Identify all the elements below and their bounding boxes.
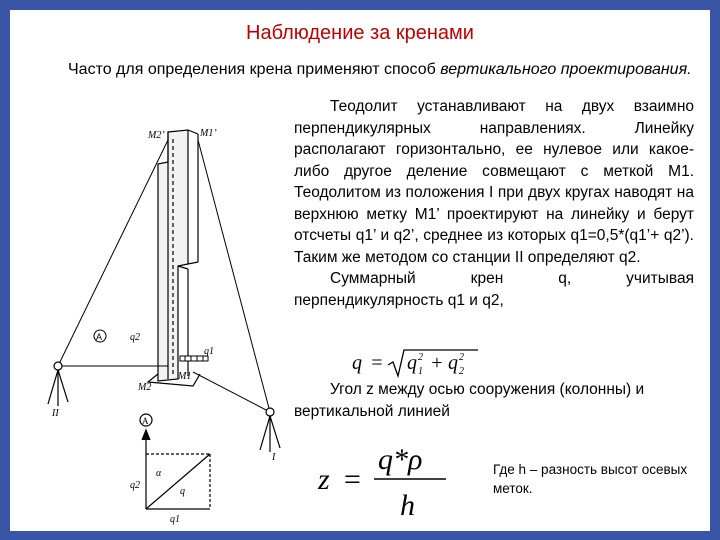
label-m1p: M1’	[200, 128, 217, 139]
formula-angle	[316, 437, 466, 527]
label-q1: q1	[204, 346, 214, 357]
label-q2: q2	[130, 332, 140, 343]
label-station1: I	[272, 452, 276, 463]
formula-total-tilt	[350, 347, 480, 379]
tilt-survey-drawing	[28, 104, 290, 528]
note-h: Где h – разность высот осевых меток.	[493, 462, 688, 496]
formula2-numerator: q*ρ	[378, 443, 423, 476]
intro-start: Часто для определения крена применяют способ	[68, 61, 441, 78]
word-4: учитывая	[626, 270, 694, 287]
paragraph-perpendicularity: перпендикулярность q1 и q2,	[294, 291, 504, 309]
intro-italic: вертикального проектирования.	[440, 61, 692, 78]
body-text-2	[294, 379, 694, 422]
label-m2: M2	[138, 382, 152, 393]
paragraph-angle: Угол z между осью сооружения (колонны) и вертикальной линией	[294, 381, 645, 420]
label-ab: A	[142, 416, 149, 426]
slide-title: Наблюдение за кренами	[246, 22, 474, 44]
formula1-lhs: q	[352, 352, 362, 374]
label-q2b: q2	[130, 480, 140, 491]
body-text	[294, 96, 694, 311]
formula2-eq: =	[342, 463, 363, 496]
formula1-t1: q	[407, 352, 417, 374]
intro-text	[28, 59, 700, 80]
word-3: q,	[558, 270, 572, 287]
paragraph-theodolite: Теодолит устанавливают на двух взаимно перпендикулярных направлениях. Линейку располагают горизонтально, ее нулевое или какое-либо другое деление совмещают с меткой М1. Теодолитом из положения I при двух кругах наводят на верхнюю метку М1’ проектируют на линейку и берут отсчеты q1’ и q2’, среднее из которых q1=0,5*(q1’+ q2’). Таким же методом со станции II определяют q2.	[294, 98, 694, 266]
label-a: A	[96, 332, 103, 342]
paragraph-total-tilt-line	[294, 268, 694, 290]
formula2-denominator: h	[400, 489, 415, 522]
formula1-t2-sup: 2	[459, 352, 464, 363]
formula1-t2: q	[448, 352, 458, 374]
formula2-lhs: z	[318, 463, 330, 496]
label-q: q	[180, 486, 185, 497]
label-m2p: M2’	[148, 130, 165, 141]
formula1-plus: +	[430, 352, 444, 374]
label-q1b: q1	[170, 514, 180, 525]
label-alpha: α	[156, 468, 162, 479]
slide	[10, 10, 710, 531]
formula1-t2-sub: 2	[459, 366, 464, 377]
formula1-t1-sup: 2	[418, 352, 423, 363]
word-1: Суммарный	[330, 270, 416, 287]
word-2: крен	[470, 270, 504, 287]
formula1-eq: =	[370, 352, 384, 374]
label-station2: II	[52, 408, 59, 419]
formula1-t1-sub: 1	[418, 366, 423, 377]
label-m1: M1	[178, 371, 192, 382]
intro-paragraph	[28, 59, 700, 80]
